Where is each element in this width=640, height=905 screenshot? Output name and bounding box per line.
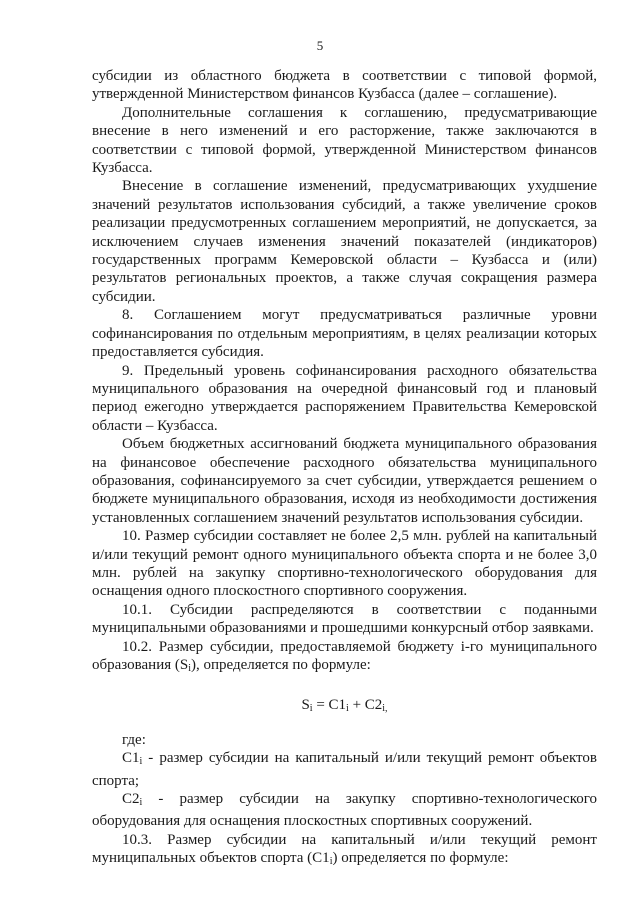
page-number: 5 [316, 38, 324, 53]
paragraph-subsidy-agreement: субсидии из областного бюджета в соответствии с типовой формой, утвержденной Министерством финансов Кузбасса (далее – соглашение). [92, 68, 597, 103]
paragraph-item-9: 9. Предельный уровень софинансирования расходного обязательства муниципального образования на очередной финансовый год и плановый период ежегодно утверждается распоряжением Правительства Кемеровской области – Кузбасса. [92, 362, 597, 434]
c1-name: С1 [122, 750, 140, 767]
item-10-2-text: 10.2. Размер субсидии, предоставляемой бюджету i-го муниципального образования (S [92, 638, 597, 673]
paragraph-agreement-changes: Внесение в соглашение изменений, предусматривающих ухудшение значений результатов использования субсидий, а также увеличение сроков реализации предусмотренных соглашением мероприятий, не допускается, за исключением случаев изменения значений показателей (индикаторов) государственных программ Кемеровской области – Кузбасса и (или) результатов региональных проектов, а также случая сокращения размера субсидии. [92, 178, 597, 305]
formula-s: S [301, 697, 310, 714]
paragraph-budget-allocations: Объем бюджетных ассигнований бюджета муниципального образования на финансовое обеспечение расходного обязательства муниципального образования, софинансируемого за счет субсидии, утверждается решением о бюджете муниципального образования, исходя из необходимости достижения установленных соглашением значений результатов использования субсидии. [92, 436, 597, 526]
item-10-3-subscript: i [329, 856, 333, 868]
paragraph-item-10-1: 10.1. Субсидии распределяются в соответствии с поданными муниципальными образованиями и прошедшими конкурсный отбор заявками. [92, 601, 597, 637]
item-10-3-text: 10.3. Размер субсидии на капитальный и/или текущий ремонт муниципальных объектов спорта (С1 [92, 831, 597, 867]
paragraph-item-10-3 [92, 831, 597, 872]
item-10-2-subscript: i [188, 663, 191, 674]
formula-eq: = С1 [312, 697, 347, 714]
definition-c1 [92, 749, 597, 790]
formula-s-subscript: i [309, 703, 313, 715]
paragraph-item-10-2 [92, 638, 597, 679]
where-label: где: [122, 731, 146, 748]
definition-c2 [92, 790, 597, 831]
paragraph-item-10: 10. Размер субсидии составляет не более 2,5 млн. рублей на капитальный и/или текущий ремонт одного муниципального объекта спорта и не более 3,0 млн. рублей на закупку спортивно-технологического оборудования для оснащения одного плоскостного спортивного сооружения. [92, 528, 597, 600]
item-10-3-text-end: ) определяется по формуле: [332, 850, 509, 867]
c1-text: - размер субсидии на капитальный и/или текущий ремонт объектов спорта; [92, 750, 597, 789]
item-10-2-text-end: ), определяется по формуле: [191, 657, 371, 673]
document-body [92, 67, 597, 872]
paragraph-item-8: 8. Соглашением могут предусматриваться различные уровни софинансирования по отдельным мероприятиям, в целях реализации которых предоставляется субсидия. [92, 307, 597, 361]
c1-subscript: i [139, 756, 143, 768]
formula-c1-subscript: i [346, 703, 349, 715]
c2-name: С2 [122, 791, 140, 808]
formula-si [92, 696, 597, 718]
formula-plus: + С2 [348, 697, 383, 714]
paragraph-additional-agreements: Дополнительные соглашения к соглашению, предусматривающие внесение в него изменений и его расторжение, также заключаются в соответствии с типовой формой, утвержденной Министерством финансов Кузбасса. [92, 104, 597, 177]
c2-subscript: i [139, 797, 143, 809]
c2-text: - размер субсидии на закупку спортивно-технологического оборудования для оснащения плоскостных спортивных сооружений. [92, 791, 597, 830]
formula-c2-subscript: i, [382, 703, 388, 715]
